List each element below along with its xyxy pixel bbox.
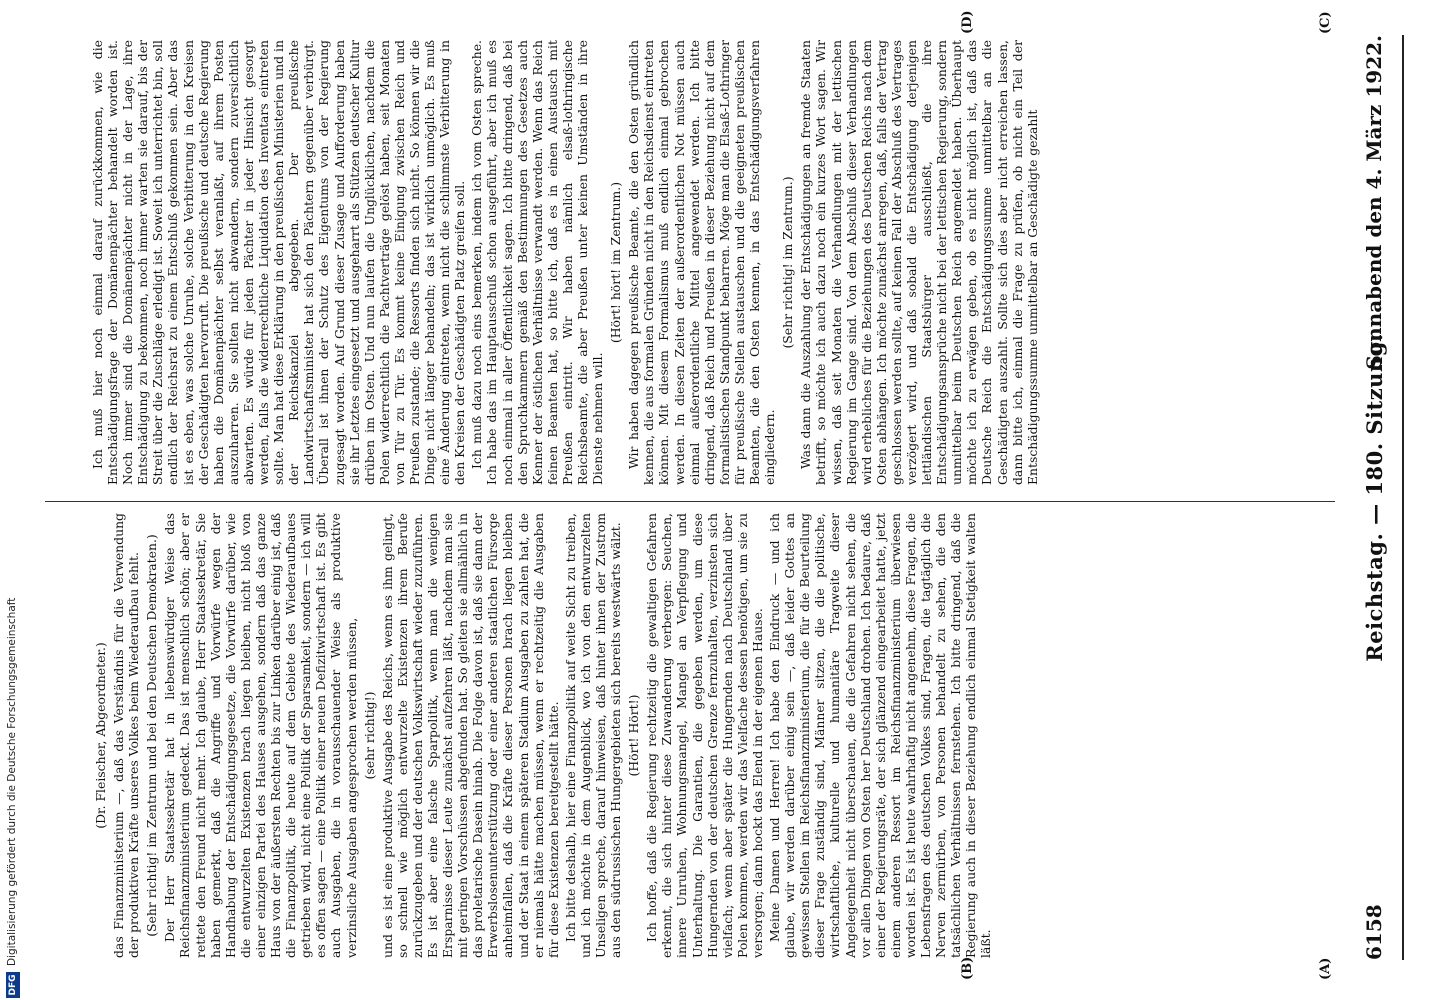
paragraph: Wir haben dagegen preußische Beamte, die den Osten gründlich kennen, die aus formalen Gründen nicht in den Reichsdienst eintreten können. Mit diesem Formalismus muß endlich einmal gebrochen werden. In diesen Zeiten der außerordentlichen Not müssen auch einmal außerordentliche Mittel angewendet werden. Ich bitte dringend, daß Reich und Preußen in dieser Beziehung nicht auf dem formalistischen Standpunkt beharren. Möge man die Elsaß-Lothringer für preußische Stellen austauschen und die geeigneten preußischen Beamten, die den Osten kennen, in das Entschädigungsverfahren eingliedern. [626, 40, 778, 485]
paragraph: Der Herr Staatssekretär hat in liebenswürdiger Weise das Reichsfinanzministerium gedeckt. Das ist menschlich schön; aber er rettete den Freund nicht mehr. Ich glaube, Herr Staatssekretär, Sie haben gemerkt, daß die Angriffe und Vorwürfe wegen der Handhabung der Entschädigungsgesetze, die Vorwürfe darüber, wie die entwurzelten Existenzen brach liegen bleiben, nicht bloß von einer einzigen Partei des Hauses ausgehen, sondern daß das ganze Haus von der äußersten Rechten bis zur Linken darüber einig ist, daß die Finanzpolitik, die heute auf dem Gebiete des Wiederaufbaues getrieben wird, nicht eine Politik der Sparsamkeit, sondern — ich will es offen sagen — eine Politik einer neuen Defizitwirtschaft ist. Es gibt auch Ausgaben, die in vorausschauender Weise als produktive verzinsliche Ausgaben angesprochen werden müssen, [162, 513, 359, 958]
interjection: (Hört! hört! im Zentrum.) [608, 181, 624, 344]
paragraph: Ich bitte deshalb, hier eine Finanzpolitik auf weite Sicht zu treiben, und ich möchte in dem Augenblick, wo ich von den entwurzelten Unseligen spreche, darauf hinweisen, daß hinter ihnen der Zustrom aus den südrussischen Hungergebieten sich bereits westwärts wälzt. [562, 513, 624, 958]
page-header [1352, 35, 1404, 960]
interjection: (Sehr richtig! im Zentrum.) [780, 176, 796, 349]
paragraph: Ich hoffe, daß die Regierung rechtzeitig die gewaltigen Gefahren erkennt, die sich hinter diese Zuwanderung verbergen: Seuchen, innere Unruhen, Wohnungsmangel, Mangel an Verpflegung und Unterhaltung. Die Garantien, die gegeben werden, um diese Hungernden von der deutschen Grenze fernzuhalten, verzinsten sich vielfach; wenn aber später die Hungernden nach Deutschland über Polen kommen, werden wir das Vielfache dessen benötigen, um sie zu versorgen; dann hockt das Elend in der eigenen Hause. [644, 513, 765, 958]
paragraph: das Finanzministerium —, daß das Verständnis für die Verwendung der produktiven Kräfte unseres Volkes beim Wiederaufbau fehlt. [111, 513, 142, 958]
paragraph: Meine Damen und Herren! Ich habe den Eindruck — und ich glaube, wir werden darüber einig sein —, daß leider Gottes an gewissen Stellen im Reichsfinanzministerium, die für die Beurteilung dieser Frage zuständig sind, Männer sitzen, die die politische, wirtschaftliche, kulturelle und humanitäre Tragweite dieser Angelegenheit nicht überschauen, die die Gefahren nicht sehen, die vor allen Dingen von Osten her Deutschland drohen. Ich bedaure, daß einer der Regierungsräte, der sich glänzend eingearbeitet hatte, jetzt einem anderen Ressort im Reichsfinanzministerium überwiesen worden ist. Es ist heute wahrhaftig nicht angenehm, diese Fragen, die Lebensfragen des deutschen Volkes sind, Fragen, die tagtäglich die Nerven zermürben, von Personen behandelt zu sehen, die den tatsächlichen Verhältnissen fernstehen. Ich bitte dringend, daß die Regierung auch in dieser Beziehung endlich einmal Stetigkeit walten läßt. [767, 513, 994, 958]
interjection: (Hört! Hört!) [626, 694, 642, 777]
interjection: (Sehr richtig! im Zentrum und bei den Deutschen Demokraten.) [144, 534, 160, 937]
dfg-logo: DFG [6, 972, 20, 998]
page-title: Reichstag. — 180. Sitzung. [1362, 333, 1387, 662]
page-number: 6158 [1362, 904, 1386, 960]
interjection: (sehr richtig!) [361, 691, 377, 780]
session-date: Sonnabend den 4. März 1922. [1362, 35, 1386, 370]
margin-marker-c: (C) [1318, 11, 1333, 34]
digitization-credit-text: Digitalisierung gefördert durch die Deutsche Forschungsgemeinschaft [6, 597, 18, 966]
margin-marker-d: (D) [960, 10, 975, 34]
paragraph: Was dann die Auszahlung der Entschädigungen an fremde Staaten betrifft, so möchte ich auch dazu noch ein kurzes Wort sagen. Wir wissen, daß seit Monaten die Verhandlungen mit der lettischen Regierung im Gange sind. Von dem Abschluß dieser Verhandlungen wird erhebliches für die Beziehungen des Deutschen Reichs nach dem Osten abhängen. Ich möchte zunächst anregen, daß, falls der Vertrag geschlossen werden sollte, auf keinen Fall der Abschluß des Vertrages verzögert wird, und daß sobald die Entschädigung derjenigen lettländischen Staatsbürger ausschließt, die ihre Entschädigungsansprüche nicht bei der lettischen Regierung, sondern unmittelbar beim Deutschen Reich angemeldet haben. Überhaupt möchte ich zu erwägen geben, ob es nicht möglich ist, daß das Deutsche Reich die Entschädigungssumme unmittelbar an die Geschädigten auszahlt. Sollte sich dies aber nicht erreichen lassen, dann bitte ich, einmal die Frage zu prüfen, ob nicht ein Teil der Entschädigungssumme unmittelbar an Geschädigte gezahlt [798, 40, 1040, 485]
digitization-credit [6, 8, 22, 998]
paragraph: Ich muß dazu noch eins bemerken, indem ich vom Osten spreche. Ich habe das im Hauptausschuß schon ausgeführt, aber ich muß es noch einmal in aller Öffentlichkeit sagen. Ich bitte dringend, daß bei den Spruchkammern gemäß den Bestimmungen des Gesetzes auch Kenner der östlichen Verhältnisse verwandt werden. Wenn das Reich feinen Beamten hat, so bitte ich, daß es in einen Austausch mit Preußen eintritt. Wir haben nämlich elsaß-lothringische Reichsbeamte, die aber Preußen unter keinen Umständen in ihre Dienste nehmen will. [469, 40, 606, 485]
column-divider [45, 501, 1335, 502]
paragraph: Ich muß hier noch einmal darauf zurückkommen, wie die Entschädigungsfrage der Domänenpächter behandelt worden ist. Noch immer sind die Domänenpächter nicht in der Lage, ihre Entschädigung zu bekommen, noch immer warten sie darauf, bis der Streit über die Zuschläge erledigt ist. Soweit ich unterrichtet bin, soll endlich der Reichsrat zu einem Entschluß gekommen sein. Aber das ist es eben, was solche Unruhe, solche Verbitterung in den Kreisen der Geschädigten hervorruft. Die preußische und deutsche Regierung haben die Domänenpächter selbst veranlaßt, auf ihrem Posten auszuharren. Sie sollten nicht abwandern, sondern zuversichtlich abwarten. Es würde für jeden Pächter in jeder Hinsicht gesorgt werden, falls die widerrechtliche Liquidation des Inventars eintreten sollte. Man hat diese Erklärung in den preußischen Ministerien und in der Reichskanzlei abgegeben. Der preußische Landwirtschaftsminister hat sich den Pächtern gegenüber verbürgt. Überall ist ihnen der Schutz des Eigentums von der Regierung zugesagt worden. Auf Grund dieser Zusage und Aufforderung haben sie ihr Letztes eingesetzt und ausgeharrt als Stützen deutscher Kultur drüben im Osten. Und nun laufen die Unglücklichen, nachdem die Polen widerrechtlich die Pachtverträge gelöst haben, seit Monaten von Tür zu Tür. Es kommt keine Einigung zwischen Reich und Preußen zustande; die Ressorts finden sich nicht. So können wir die Dinge nicht länger behandeln; das ist wirklich unmöglich. Es muß eine Änderung eintreten, wenn nicht die schlimmste Verbitterung in den Kreisen der Geschädigten Platz greifen soll. [90, 40, 468, 485]
left-column [90, 513, 1350, 958]
margin-marker-b: (B) [960, 956, 975, 980]
right-column [90, 40, 1350, 485]
speaker-note: (Dr. Fleischer, Abgeordneter.) [93, 642, 108, 829]
paragraph: und es ist eine produktive Ausgabe des Reichs, wenn es ihm gelingt, so schnell wie möglich entwurzelte Existenzen ihrem Berufe zurückzugeben und der deutschen Volkswirtschaft wieder zuzuführen. Es ist aber eine falsche Sparpolitik, wenn man die wenigen Ersparnisse dieser Leute zunächst aufzehren läßt, nachdem man sie mit geringen Vorschüssen abgefunden hat. So gleiten sie allmählich in das proletarische Dasein hinab. Die Folge davon ist, daß sie dann der Erwerbslosenunterstützung oder einer anderen staatlichen Fürsorge anheimfallen, daß die Kräfte dieser Personen brach liegen bleiben und der Staat in einem späteren Stadium Ausgaben zu zahlen hat, die er niemals hätte machen müssen, wenn er rechtzeitig die Ausgaben für diese Existenzen bereitgestellt hätte. [379, 513, 561, 958]
margin-marker-a: (A) [1318, 957, 1333, 980]
